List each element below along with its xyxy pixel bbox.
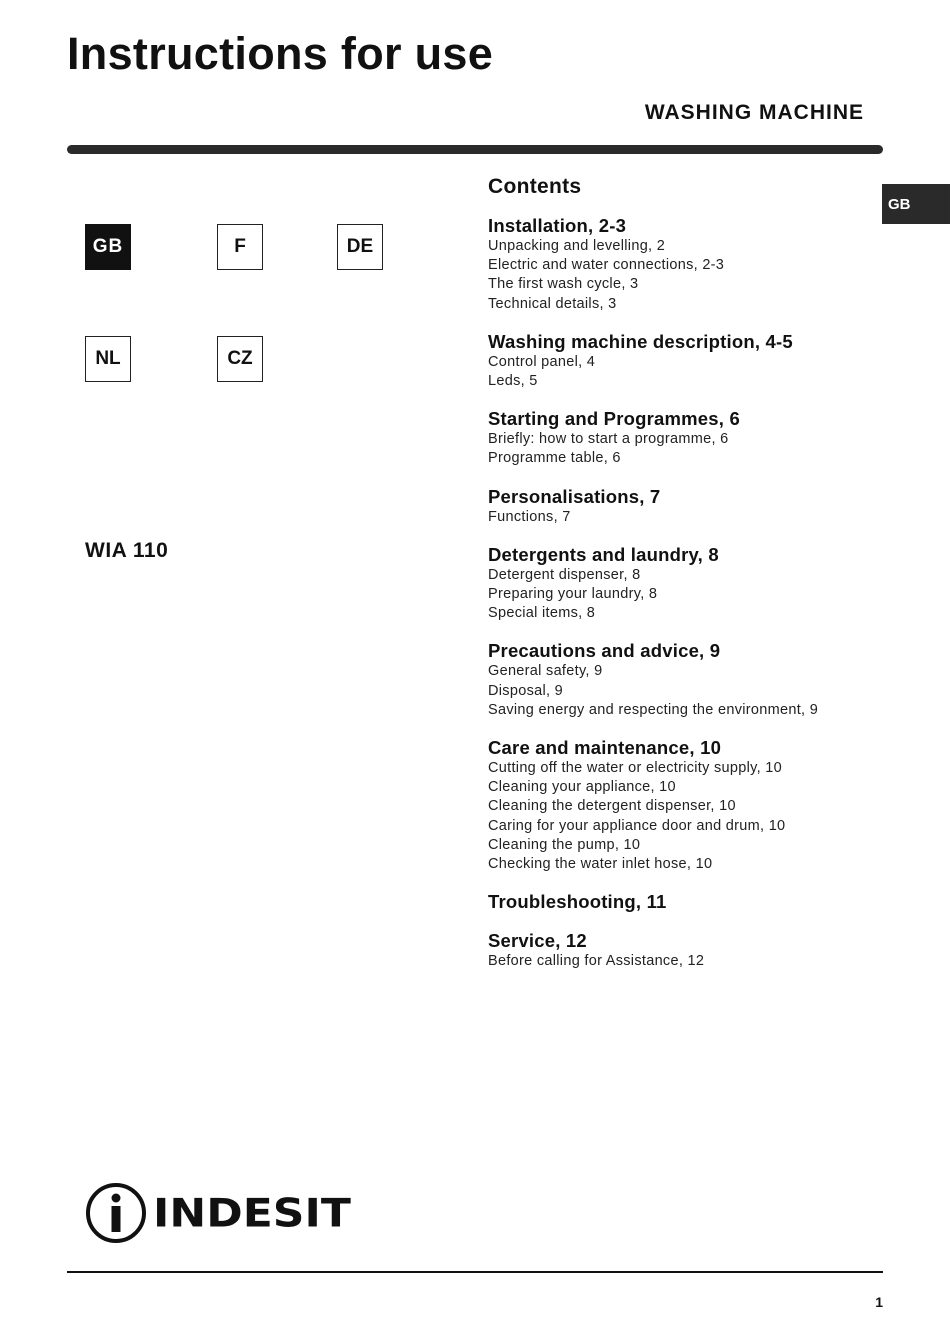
indesit-logo-icon [85,1182,147,1244]
contents-heading: Contents [488,175,582,198]
language-box-f[interactable]: F [217,224,263,270]
toc-sections [488,215,883,971]
toc-entry[interactable]: Unpacking and levelling, 2 [488,238,666,254]
toc-entry[interactable]: Cleaning the detergent dispenser, 10 [488,798,736,815]
toc-section-title[interactable]: Precautions and advice, 9 [488,640,721,662]
brand-wordmark: INDESIT [153,1190,351,1236]
toc-section-title[interactable]: Care and maintenance, 10 [488,737,722,759]
toc-section-title[interactable]: Detergents and laundry, 8 [488,543,719,565]
toc-section [488,737,883,874]
footer-divider [67,1271,883,1273]
toc-entry[interactable]: Leds, 5 [488,373,538,390]
toc-section [488,486,883,527]
toc-section-title[interactable]: Service, 12 [488,930,587,952]
language-box-gb[interactable]: GB [85,224,131,270]
toc-section-title[interactable]: Personalisations, 7 [488,485,661,507]
table-of-contents [488,175,883,988]
language-box-nl[interactable]: NL [85,336,131,382]
toc-section [488,331,883,391]
toc-entry[interactable]: The first wash cycle, 3 [488,276,639,293]
toc-entry[interactable]: Preparing your laundry, 8 [488,586,658,603]
brand-logo [85,1181,351,1245]
toc-entry[interactable]: Briefly: how to start a programme, 6 [488,431,729,448]
toc-section [488,891,883,913]
toc-section [488,408,883,468]
toc-entry[interactable]: Cutting off the water or electricity supply, 10 [488,760,783,777]
language-side-tab: GB [882,184,950,224]
toc-entry[interactable]: Before calling for Assistance, 12 [488,953,705,970]
toc-section [488,640,883,720]
toc-entry[interactable]: Caring for your appliance door and drum, 10 [488,817,786,834]
toc-entry[interactable]: Detergent dispenser, 8 [488,566,641,583]
toc-entry[interactable]: Control panel, 4 [488,353,596,370]
toc-section-title[interactable]: Installation, 2-3 [488,215,627,236]
toc-section-title[interactable]: Starting and Programmes, 6 [488,408,740,430]
toc-section [488,215,883,314]
toc-entry[interactable]: Electric and water connections, 2-3 [488,257,725,274]
product-type: WASHING MACHINE [644,101,864,124]
toc-section [488,544,883,624]
toc-entry[interactable]: Special items, 8 [488,605,596,622]
toc-entry[interactable]: Saving energy and respecting the environment, 9 [488,701,819,718]
toc-section [488,930,883,971]
toc-section-title[interactable]: Washing machine description, 4-5 [488,330,793,352]
toc-entry[interactable]: Technical details, 3 [488,295,617,312]
toc-entry[interactable]: Disposal, 9 [488,682,564,699]
toc-entry[interactable]: Cleaning your appliance, 10 [488,779,676,796]
model-number: WIA 110 [85,539,169,562]
toc-entry[interactable]: Programme table, 6 [488,450,621,467]
language-box-de[interactable]: DE [337,224,383,270]
toc-entry[interactable]: General safety, 9 [488,663,603,680]
header-divider [67,145,883,154]
toc-entry[interactable]: Cleaning the pump, 10 [488,836,641,853]
toc-entry[interactable]: Functions, 7 [488,508,571,525]
toc-entry[interactable]: Checking the water inlet hose, 10 [488,856,713,873]
page-number: 1 [875,1294,883,1310]
language-box-cz[interactable]: CZ [217,336,263,382]
page-title: Instructions for use [67,28,494,79]
toc-section-title[interactable]: Troubleshooting, 11 [488,891,667,913]
